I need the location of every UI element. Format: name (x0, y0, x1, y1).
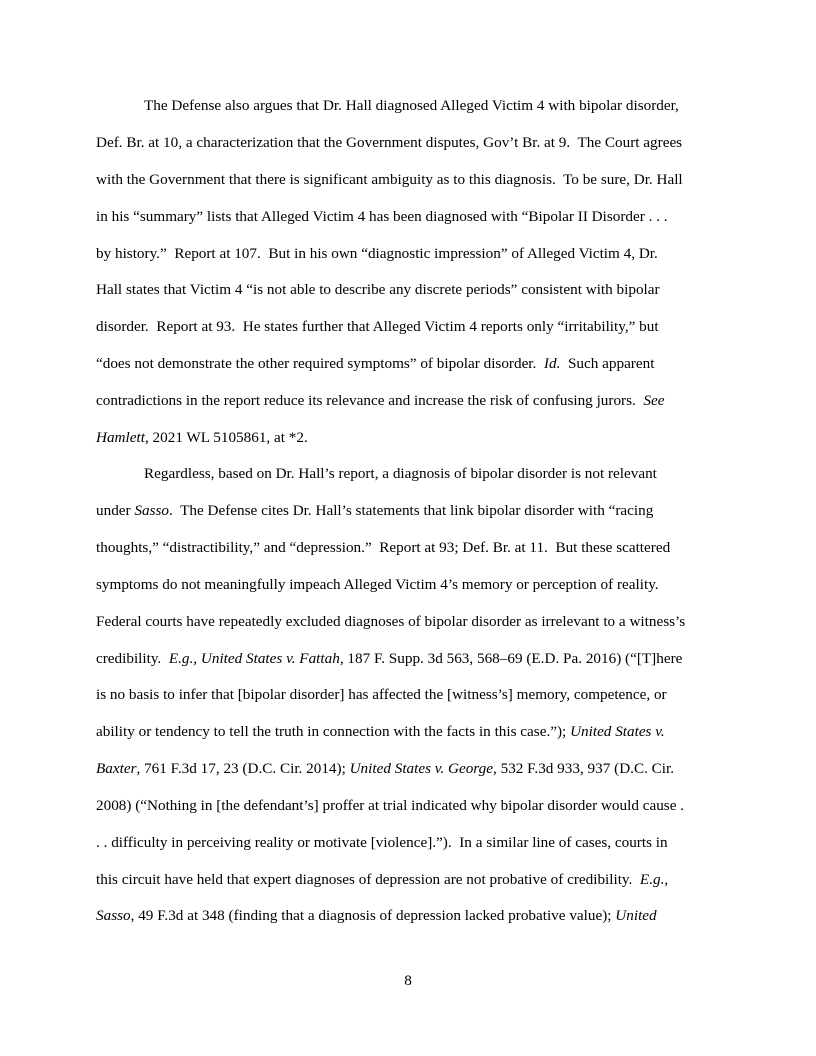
text-run: . The Defense cites Dr. Hall’s statements that link bipolar disorder with “racing (169, 502, 654, 519)
text-line (96, 834, 668, 852)
text-run: Hall states that Victim 4 “is not able to describe any discrete periods” consistent with bipolar (96, 281, 660, 298)
text-line (96, 907, 657, 925)
case-name: Baxter (96, 760, 137, 777)
text-line (96, 871, 668, 889)
text-line (96, 318, 659, 336)
text-run: under (96, 502, 135, 519)
text-run: contradictions in the report reduce its relevance and increase the risk of confusing jurors. (96, 392, 644, 409)
text-run: disorder. Report at 93. He states further that Alleged Victim 4 reports only “irritability,” but (96, 318, 659, 335)
case-name: Hamlett (96, 429, 145, 446)
text-line (96, 797, 684, 815)
case-name: Sasso (134, 502, 169, 519)
text-line (96, 650, 682, 668)
case-name: Sasso (96, 907, 131, 924)
citation-signal: Id. (543, 355, 561, 372)
text-line (96, 613, 685, 631)
text-line (96, 171, 683, 189)
text-run: Def. Br. at 10, a characterization that the Government disputes, Gov’t Br. at 9. The Court agrees (96, 134, 683, 151)
text-run: Federal courts have repeatedly excluded diagnoses of bipolar disorder as irrelevant to a witness’s (96, 613, 686, 630)
text-line (96, 134, 682, 152)
text-run: credibility. (96, 650, 169, 667)
text-line (96, 686, 667, 704)
text-run: , (664, 871, 669, 888)
text-line (96, 502, 653, 520)
text-run: with the Government that there is significant ambiguity as to this diagnosis. To be sure, Dr. Hall (96, 171, 683, 188)
text-run: The Defense also argues that Dr. Hall diagnosed Alleged Victim 4 with bipolar disorder, (144, 97, 679, 114)
text-line (96, 245, 658, 263)
text-run: “does not demonstrate the other required symptoms” of bipolar disorder. (96, 355, 544, 372)
text-line (96, 429, 308, 447)
text-run: thoughts,” “distractibility,” and “depression.” Report at 93; Def. Br. at 11. But these scattered (96, 539, 671, 556)
text-run: 2008) (“Nothing in [the defendant’s] proffer at trial indicated why bipolar disorder would cause . (96, 797, 685, 814)
text-run: , (193, 650, 201, 667)
text-run: by history.” Report at 107. But in his own “diagnostic impression” of Alleged Victim 4, Dr. (96, 245, 658, 262)
text-line (96, 760, 674, 778)
citation-signal: E.g. (639, 871, 665, 888)
text-line (96, 392, 664, 410)
citation-signal: E.g. (168, 650, 194, 667)
text-line (96, 281, 660, 299)
text-run: , 761 F.3d 17, 23 (D.C. Cir. 2014); (136, 760, 350, 777)
text-run: ability or tendency to tell the truth in connection with the facts in this case.”); (96, 723, 571, 740)
text-line (96, 723, 665, 741)
text-run: Regardless, based on Dr. Hall’s report, a diagnosis of bipolar disorder is not relevant (144, 465, 657, 482)
text-run: this circuit have held that expert diagnoses of depression are not probative of credibility. (96, 871, 640, 888)
text-line (96, 355, 654, 373)
text-line (144, 465, 657, 483)
case-name: United States v. Fattah (200, 650, 340, 667)
page-number: 8 (404, 972, 412, 989)
text-run: in his “summary” lists that Alleged Victim 4 has been diagnosed with “Bipolar II Disorder . . . (96, 208, 668, 225)
case-name: United States v. (570, 723, 665, 740)
text-run: , 49 F.3d at 348 (finding that a diagnosis of depression lacked probative value); (130, 907, 616, 924)
text-run: symptoms do not meaningfully impeach Alleged Victim 4’s memory or perception of reality. (96, 576, 659, 593)
text-line (96, 576, 659, 594)
case-name: United States v. George (349, 760, 493, 777)
citation-signal: See (643, 392, 665, 409)
text-run: . . difficulty in perceiving reality or motivate [violence].”). In a similar line of cases, courts in (96, 834, 668, 851)
case-name: United (615, 907, 657, 924)
text-run: , 187 F. Supp. 3d 563, 568–69 (E.D. Pa. 2016) (“[T]here (339, 650, 683, 667)
text-line (144, 97, 679, 115)
text-line (96, 208, 668, 226)
text-line (96, 539, 670, 557)
text-run: , 532 F.3d 933, 937 (D.C. Cir. (493, 760, 675, 777)
text-run: , 2021 WL 5105861, at *2. (144, 429, 308, 446)
text-run: is no basis to infer that [bipolar disorder] has affected the [witness’s] memory, competence, or (96, 686, 667, 703)
text-run: Such apparent (560, 355, 655, 372)
